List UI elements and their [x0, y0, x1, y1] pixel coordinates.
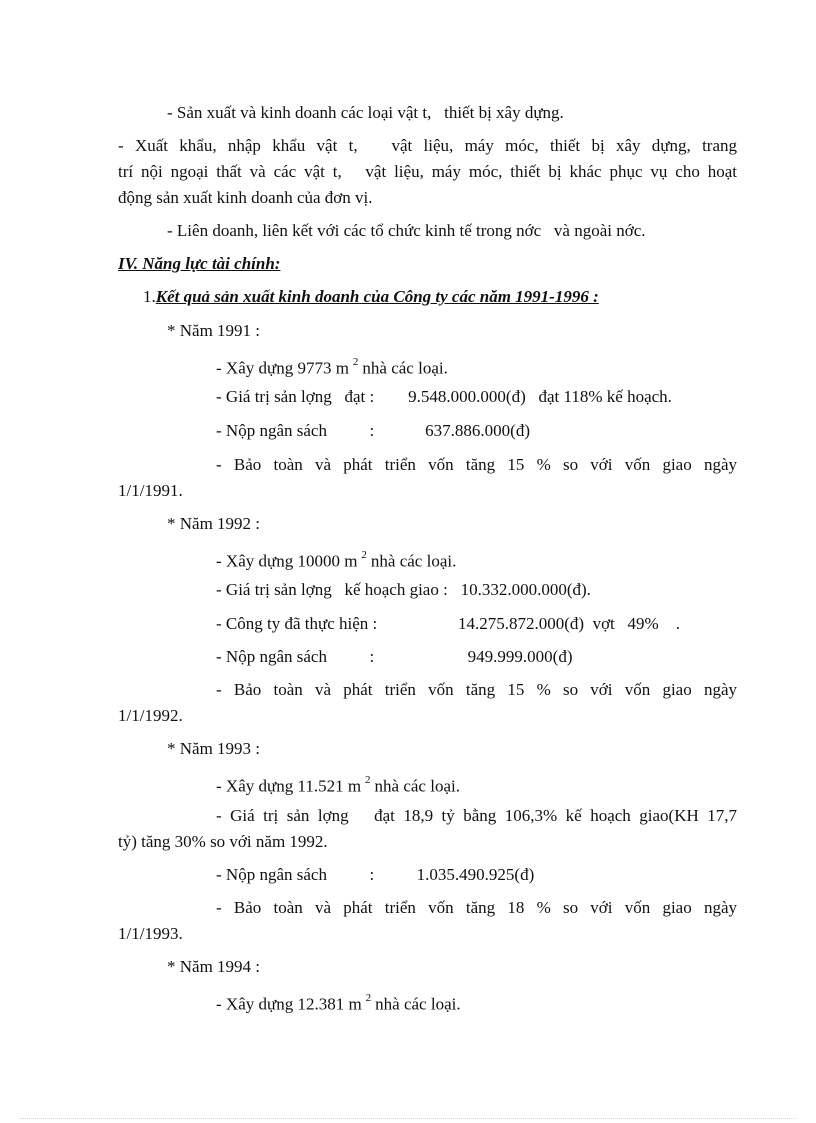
paragraph-line: - Xuất khẩu, nhập khẩu vật t, vật liệu, máy móc, thiết bị xây dựng, trang — [118, 136, 737, 155]
budget-line: - Nộp ngân sách : 1.035.490.925(đ) — [216, 865, 535, 884]
year-header: * Năm 1992 : — [167, 514, 261, 533]
paragraph-line: - Liên doanh, liên kết với các tổ chức kinh tế trong nớc và ngoài nớc. — [167, 221, 646, 240]
year-header: * Năm 1993 : — [167, 739, 261, 758]
superscript: 2 — [365, 774, 371, 786]
superscript: 2 — [361, 549, 367, 561]
build-line — [216, 547, 456, 572]
output-line-end: tỷ) tăng 30% so với năm 1992. — [118, 832, 328, 851]
build-text-end: nhà các loại. — [370, 551, 457, 571]
capital-line: - Bảo toàn và phát triển vốn tăng 15 % so với vốn giao ngày — [216, 455, 737, 474]
build-text: - Xây dựng 11.521 m — [216, 776, 362, 796]
capital-line-end: 1/1/1992. — [118, 706, 183, 725]
budget-line: - Nộp ngân sách : 637.886.000(đ) — [216, 421, 530, 440]
subsection-heading — [143, 287, 599, 307]
paragraph-line: trí nội ngoại thất và các vật t, vật liệu, máy móc, thiết bị khác phục vụ cho hoạt — [118, 162, 737, 181]
paragraph-line: - Sản xuất và kinh doanh các loại vật t, thiết bị xây dựng. — [167, 103, 564, 122]
capital-line-end: 1/1/1991. — [118, 481, 183, 500]
superscript: 2 — [365, 992, 372, 1004]
done-line: - Công ty đã thực hiện : 14.275.872.000(đ) vợt 49% . — [216, 614, 680, 633]
output-line: - Giá trị sản lợng kế hoạch giao : 10.332.000.000(đ). — [216, 580, 591, 599]
output-line: - Giá trị sản lợng đạt : 9.548.000.000(đ) đạt 118% kế hoạch. — [216, 387, 672, 406]
build-text-end: nhà các loại. — [362, 358, 448, 378]
capital-line: - Bảo toàn và phát triển vốn tăng 15 % so với vốn giao ngày — [216, 680, 737, 699]
build-text: - Xây dựng 9773 m — [216, 358, 349, 378]
budget-line: - Nộp ngân sách : 949.999.000(đ) — [216, 647, 573, 666]
build-text: - Xây dựng 12.381 m — [216, 994, 362, 1014]
build-line — [216, 354, 448, 379]
capital-line-end: 1/1/1993. — [118, 924, 183, 943]
superscript: 2 — [352, 356, 359, 368]
year-header: * Năm 1991 : — [167, 321, 261, 340]
paragraph-line: động sản xuất kinh doanh của đơn vị. — [118, 188, 373, 207]
year-header: * Năm 1994 : — [167, 957, 261, 976]
subsection-title: Kết quả sản xuất kinh doanh của Công ty các năm 1991-1996 : — [155, 287, 599, 306]
page-bottom-divider — [20, 1118, 796, 1119]
subsection-number: 1. — [143, 287, 156, 306]
build-text-end: nhà các loại. — [375, 994, 461, 1014]
build-text-end: nhà các loại. — [374, 776, 460, 796]
build-line — [216, 772, 460, 797]
capital-line: - Bảo toàn và phát triển vốn tăng 18 % so với vốn giao ngày — [216, 898, 737, 917]
build-text: - Xây dựng 10000 m — [216, 551, 358, 571]
build-line — [216, 990, 461, 1015]
output-line: - Giá trị sản lợng đạt 18,9 tỷ bằng 106,3% kế hoạch giao(KH 17,7 — [216, 806, 737, 825]
section-heading: IV. Năng lực tài chính: — [118, 254, 281, 273]
